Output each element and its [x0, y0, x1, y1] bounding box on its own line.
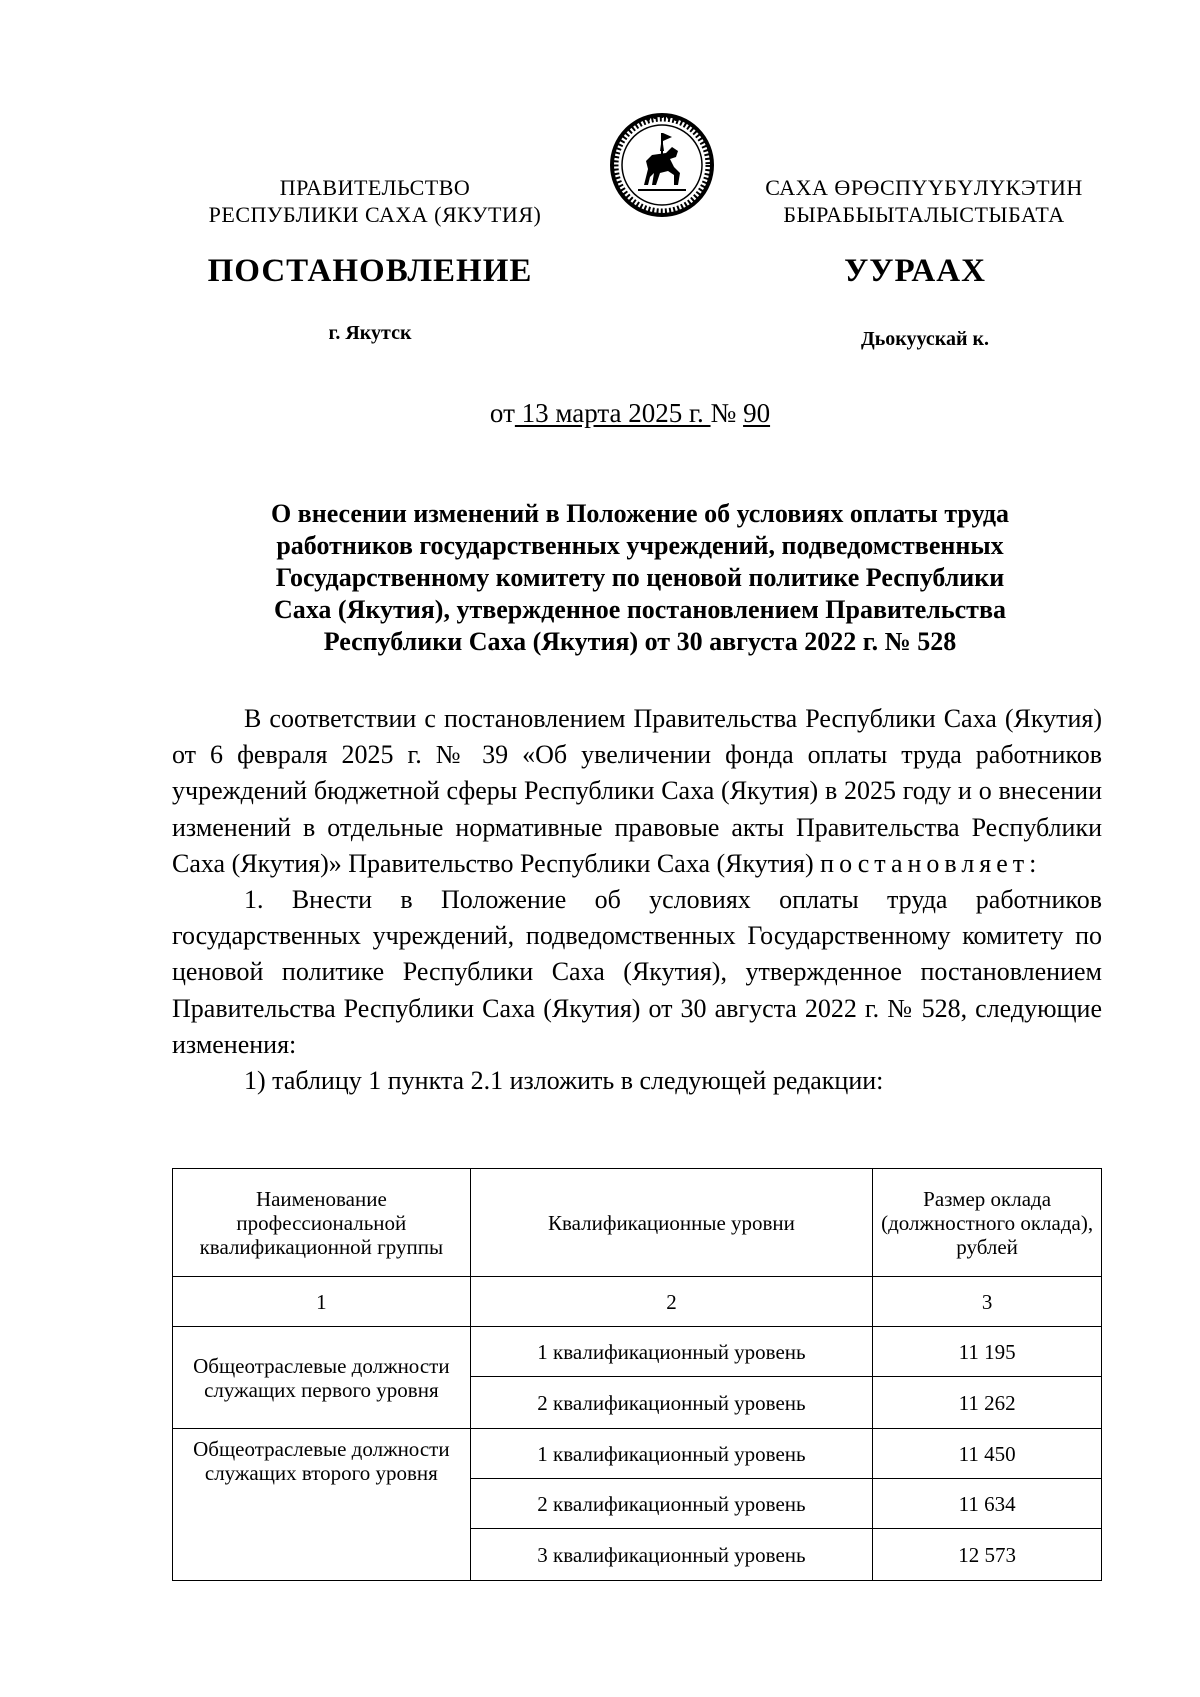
org-name-sakha-line1: САХА ӨРӨСПҮҮБҮЛҮКЭТИН [765, 175, 1083, 200]
salary-value: 11 450 [873, 1429, 1102, 1479]
col-number: 1 [173, 1277, 471, 1327]
salary-table [172, 1168, 1102, 1581]
body-paragraph-preamble: В соответствии с постановлением Правительства Республики Саха (Якутия) от 6 февраля 2025 г. № 39 «Об увеличении фонда оплаты труда работников учреждений бюджетной сферы Республики Саха (Якутия) в 2025 году и о внесении изменений в отдельные нормативные правовые акты Правительства Республики Саха (Якутия)» Правительство Республики Саха (Якутия) постановляет: [172, 704, 1102, 878]
qualification-level: 3 квалификационный уровень [470, 1529, 872, 1581]
doc-type-ru: ПОСТАНОВЛЕНИЕ [207, 253, 533, 289]
salary-value: 11 634 [873, 1479, 1102, 1529]
subject-line: Саха (Якутия), утвержденное постановлением Правительства [274, 595, 1006, 624]
qualification-level: 2 квалификационный уровень [470, 1377, 872, 1429]
salary-value: 12 573 [873, 1529, 1102, 1581]
org-name-ru-line1: ПРАВИТЕЛЬСТВО [279, 175, 471, 200]
body-paragraph-item1: 1. Внести в Положение об условиях оплаты труда работников государственных учреждений, подведомственных Государственному комитету по ценовой политике Республики Саха (Якутия), утвержденное постановлением Правительства Республики Саха (Якутия) от 30 августа 2022 г. № 528, следующие изменения: [172, 885, 1102, 1059]
city-sakha: Дьокуускай к. [860, 328, 990, 350]
org-name-ru [185, 174, 565, 228]
document-body [172, 701, 1102, 1099]
subject-line: работников государственных учреждений, подведомственных [276, 531, 1004, 560]
org-name-ru-line2: РЕСПУБЛИКИ САХА (ЯКУТИЯ) [208, 202, 542, 227]
qualification-level: 1 квалификационный уровень [470, 1327, 872, 1377]
subject-line: Республики Саха (Якутия) от 30 августа 2022 г. № 528 [323, 627, 957, 656]
qualification-level: 1 квалификационный уровень [470, 1429, 872, 1479]
group-name: Общеотраслевые должности служащих первого уровня [173, 1327, 471, 1429]
doc-type-sakha: УУРААХ [844, 253, 986, 289]
body-paragraph-subitem1: 1) таблицу 1 пункта 2.1 изложить в следующей редакции: [244, 1066, 884, 1096]
table-number-row [173, 1277, 1102, 1327]
col-number: 2 [470, 1277, 872, 1327]
decree-verb: постановляет: [820, 848, 1042, 878]
col-number: 3 [873, 1277, 1102, 1327]
date-prefix: от [489, 398, 515, 428]
table-header-row [173, 1169, 1102, 1277]
city-ru: г. Якутск [328, 322, 412, 344]
document-number: 90 [743, 398, 771, 428]
salary-value: 11 262 [873, 1377, 1102, 1429]
subject-line: Государственному комитету по ценовой политике Республики [275, 563, 1005, 592]
header-salary: Размер оклада (должностного оклада), рублей [873, 1169, 1102, 1277]
header-group-name: Наименование профессиональной квалификационной группы [173, 1169, 471, 1277]
coat-of-arms-emblem-icon [608, 111, 716, 219]
salary-value: 11 195 [873, 1327, 1102, 1377]
qualification-level: 2 квалификационный уровень [470, 1479, 872, 1529]
org-name-sakha [734, 174, 1114, 228]
number-sign: № [710, 398, 744, 428]
document-subject [180, 498, 1100, 658]
table-row [173, 1429, 1102, 1479]
table-row [173, 1327, 1102, 1377]
date-line [300, 398, 960, 429]
document-date: 13 марта 2025 г. [514, 398, 711, 428]
header-levels: Квалификационные уровни [470, 1169, 872, 1277]
subject-line: О внесении изменений в Положение об условиях оплаты труда [270, 499, 1010, 528]
group-name: Общеотраслевые должности служащих второго уровня [173, 1429, 471, 1581]
org-name-sakha-line2: БЫРАБЫЫТАЛЫСТЫБАТА [783, 202, 1065, 227]
